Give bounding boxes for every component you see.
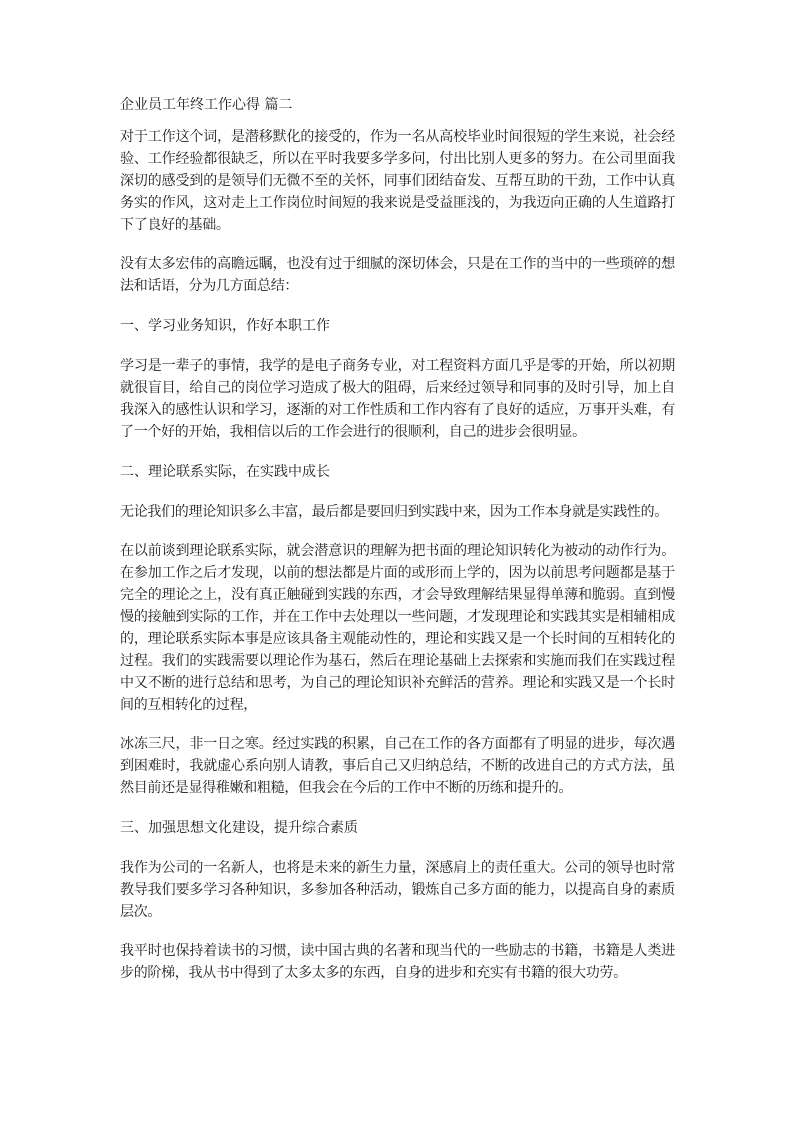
paragraph: 在以前谈到理论联系实际，就会潜意识的理解为把书面的理论知识转化为被动的动作行为。在参加工作之后才发现，以前的想法都是片面的或形而上学的，因为以前思考问题都是基于完全的理论之上，没有真正触碰到实践的东西，才会导致理解结果显得单薄和脆弱。直到慢慢的接触到实际的工作，并在工作中去处理以一些问题，才发现理论和实践其实是相辅相成的，理论联系实际本事是应该具备主观能动性的，理论和实践又是一个长时间的互相转化的过程。我们的实践需要以理论作为基石，然后在理论基础上去探索和实施而我们在实践过程中又不断的进行总结和思考，为自己的理论知识补充鲜活的营养。理论和实践又是一个长时间的互相转化的过程， <box>120 543 675 713</box>
document-title: 企业员工年终工作心得 篇二 <box>120 97 293 113</box>
section-heading: 三、加强思想文化建设，提升综合素质 <box>120 820 358 836</box>
paragraph: 对于工作这个词，是潜移默化的接受的，作为一名从高校毕业时间很短的学生来说，社会经验、工作经验都很缺乏，所以在平时我要多学多问，付出比别人更多的努力。在公司里面我深切的感受到的是领导们无微不至的关怀，同事们团结奋发、互帮互助的干劲，工作中认真务实的作风，这对走上工作岗位时间短的我来说是受益匪浅的，为我迈向正确的人生道路打下了良好的基础。 <box>120 129 675 233</box>
paragraph: 我作为公司的一名新人，也将是未来的新生力量，深感肩上的责任重大。公司的领导也时常教导我们要多学习各种知识，多参加各种活动，锻炼自己多方面的能力，以提高自身的素质层次。 <box>120 860 675 920</box>
paragraph: 冰冻三尺，非一日之寒。经过实践的积累，自己在工作的各方面都有了明显的进步，每次遇到困难时，我就虚心系向别人请教，事后自己又归纳总结，不断的改进自己的方式方法，虽然目前还是显得稚嫩和粗糙，但我会在今后的工作中不断的历练和提升的。 <box>120 736 675 796</box>
paragraph: 我平时也保持着读书的习惯，读中国古典的名著和现当代的一些励志的书籍，书籍是人类进步的阶梯，我从书中得到了太多太多的东西，自身的进步和充实有书籍的很大功劳。 <box>120 943 675 981</box>
section-heading: 二、理论联系实际，在实践中成长 <box>120 464 330 480</box>
paragraph: 没有太多宏伟的高瞻远瞩，也没有过于细腻的深切体会，只是在工作的当中的一些琐碎的想法和话语，分为几方面总结： <box>120 256 675 294</box>
paragraph: 学习是一辈子的事情，我学的是电子商务专业，对工程资料方面几乎是零的开始，所以初期就很盲目，给自己的岗位学习造成了极大的阻碍，后来经过领导和同事的及时引导，加上自我深入的感性认识和学习，逐渐的对工作性质和工作内容有了良好的适应，万事开头难，有了一个好的开始，我相信以后的工作会进行的很顺利，自己的进步会很明显。 <box>120 358 675 440</box>
document-page <box>120 93 675 1001</box>
section-heading: 一、学习业务知识，作好本职工作 <box>120 318 330 334</box>
paragraph: 无论我们的理论知识多么丰富，最后都是要回归到实践中来，因为工作本身就是实践性的。 <box>120 504 668 520</box>
